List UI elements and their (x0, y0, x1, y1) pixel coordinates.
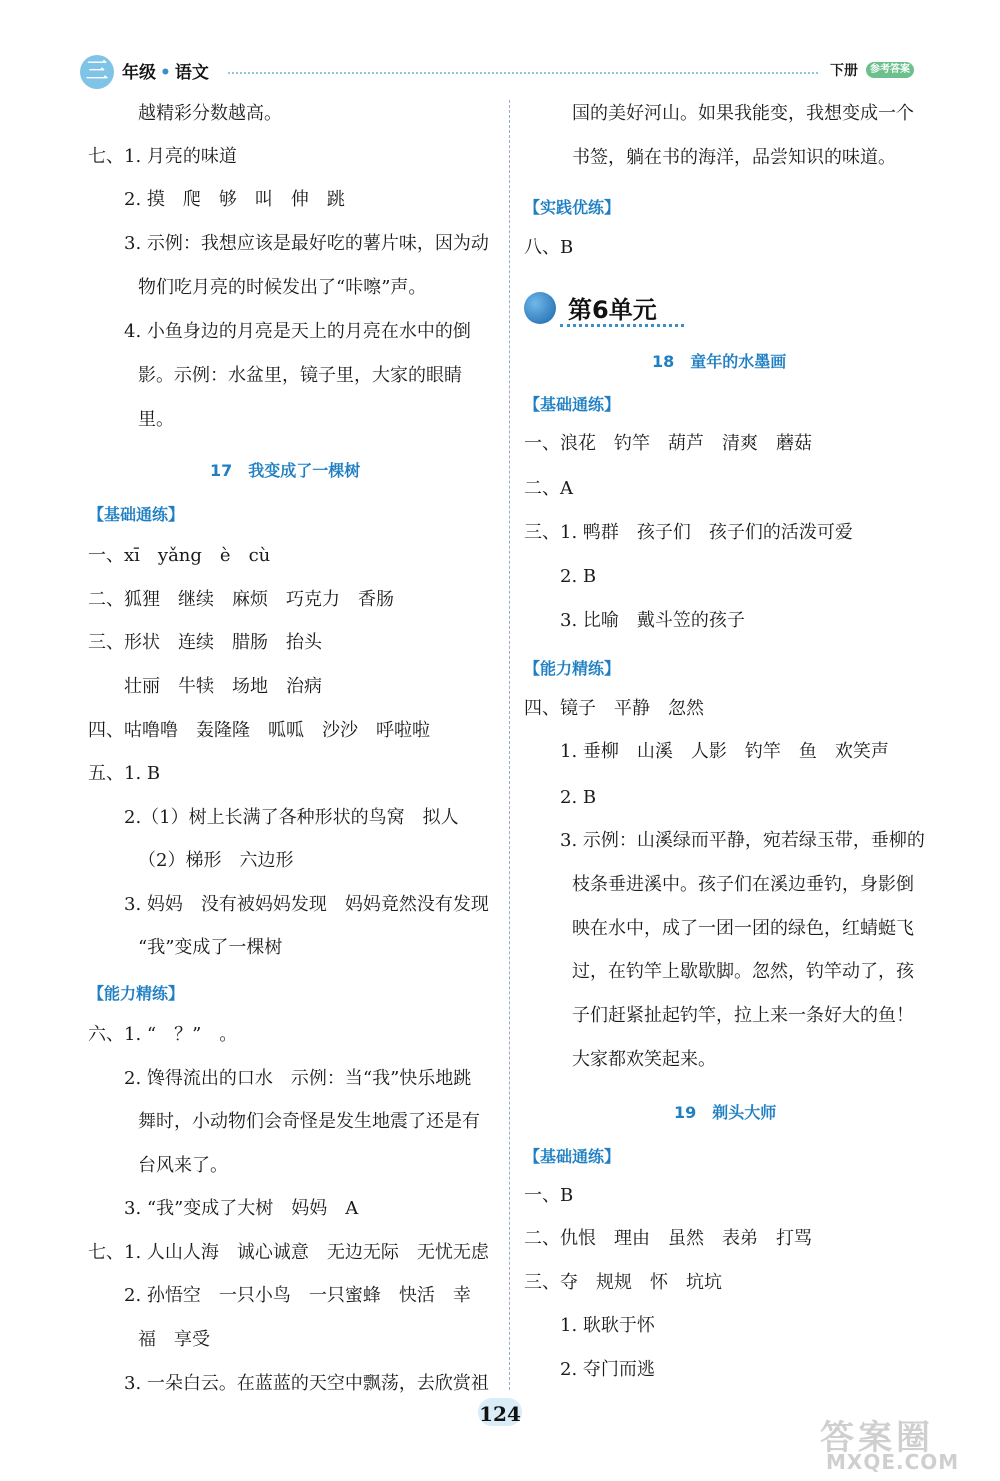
text-line: 书签，躺在书的海洋，品尝知识的味道。 (572, 147, 896, 168)
header-dotted-line (228, 72, 818, 74)
text-line: 三、形状 连续 腊肠 抬头 (88, 632, 322, 653)
text-line: “我”变成了一棵树 (138, 937, 283, 958)
text-line: 舞时，小动物们会奇怪是发生地震了还是有 (138, 1111, 480, 1132)
page-header (0, 0, 1000, 100)
volume-label: 下册 (830, 63, 858, 79)
grade-badge: 三 (80, 55, 114, 89)
text-line: 3. “我”变成了大树 妈妈 A (124, 1198, 359, 1219)
subject-label: 语文 (174, 63, 209, 83)
watermark-url: MXQE.COM (826, 1450, 960, 1474)
section-tag-basic: 【基础通练】 (88, 505, 185, 524)
text-line: 子们赶紧扯起钓竿，拉上来一条好大的鱼！ (572, 1005, 914, 1026)
text-line: 六、1. “ ？” 。 (88, 1024, 238, 1045)
text-line: 3. 示例：山溪绿而平静，宛若绿玉带，垂柳的 (560, 830, 925, 851)
text-line: 2.（1）树上长满了各种形状的鸟窝 拟人 (124, 807, 459, 828)
text-line: 3. 一朵白云。在蓝蓝的天空中飘荡，去欣赏祖 (124, 1373, 489, 1394)
text-line: 一、浪花 钓竿 葫芦 清爽 蘑菇 (524, 433, 812, 454)
watermark-logo (820, 1410, 990, 1474)
text-line: 1. 耿耿于怀 (560, 1315, 655, 1336)
text-line: 国的美好河山。如果我能变，我想变成一个 (572, 103, 914, 124)
text-line: 2. 馋得流出的口水 示例：当“我”快乐地跳 (124, 1068, 472, 1089)
text-line: 台风来了。 (138, 1155, 228, 1176)
text-line: 大家都欢笑起来。 (572, 1049, 716, 1070)
section-tag-ability: 【能力精练】 (88, 984, 185, 1003)
text-line: 4. 小鱼身边的月亮是天上的月亮在水中的倒 (124, 321, 471, 342)
text-line: 五、1. B (88, 763, 161, 784)
text-line: 二、狐狸 继续 麻烦 巧克力 香肠 (88, 589, 394, 610)
text-line: 四、咕噜噜 轰隆隆 呱呱 沙沙 呼啦啦 (88, 720, 430, 741)
text-line: 2. B (560, 566, 597, 587)
text-line: 二、仇恨 理由 虽然 表弟 打骂 (524, 1228, 812, 1249)
text-line: 2. B (560, 787, 597, 808)
text-line: 一、B (524, 1185, 574, 1206)
header-title (122, 58, 209, 83)
unit-underline (560, 324, 684, 327)
text-line: 1. 垂柳 山溪 人影 钓竿 鱼 欢笑声 (560, 741, 889, 762)
text-line: 里。 (138, 409, 174, 430)
grade-label: 年级 (122, 63, 156, 83)
text-line: 越精彩分数越高。 (138, 103, 282, 124)
text-line: 过，在钓竿上歇歇脚。忽然，钓竿动了，孩 (572, 961, 914, 982)
unit-ball-icon (524, 292, 556, 324)
section-tag-basic: 【基础通练】 (524, 395, 621, 414)
text-line: 七、1. 月亮的味道 (88, 146, 237, 167)
text-line: 四、镜子 平静 忽然 (524, 698, 704, 719)
text-line: 物们吃月亮的时候发出了“咔嚓”声。 (138, 277, 427, 298)
unit-title: 第6单元 (568, 296, 657, 324)
unit-heading (524, 288, 694, 328)
text-line: 2. 夺门而逃 (560, 1359, 655, 1380)
text-line: 壮丽 牛犊 场地 治病 (124, 676, 322, 697)
text-line: 影。示例：水盆里，镜子里，大家的眼睛 (138, 365, 462, 386)
section-tag-ability: 【能力精练】 (524, 659, 621, 678)
text-line: 一、xī yǎng è cù (88, 545, 271, 566)
text-line: 2. 孙悟空 一只小鸟 一只蜜蜂 快活 幸 (124, 1285, 471, 1306)
text-line: 映在水中，成了一团一团的绿色，红蜻蜓飞 (572, 918, 914, 939)
text-line: 3. 妈妈 没有被妈妈发现 妈妈竟然没有发现 (124, 894, 489, 915)
lesson-title: 19 剃头大师 (674, 1103, 777, 1122)
text-line: 枝条垂进溪中。孩子们在溪边垂钓，身影倒 (572, 874, 914, 895)
section-tag-practice: 【实践优练】 (524, 198, 621, 217)
separator-dot: • (160, 63, 171, 83)
section-tag-basic: 【基础通练】 (524, 1147, 621, 1166)
lesson-title: 17 我变成了一棵树 (210, 461, 361, 480)
lesson-title: 18 童年的水墨画 (652, 352, 787, 371)
text-line: （2）梯形 六边形 (138, 850, 294, 871)
text-line: 3. 比喻 戴斗笠的孩子 (560, 610, 745, 631)
column-divider (509, 100, 510, 1390)
text-line: 3. 示例：我想应该是最好吃的薯片味，因为动 (124, 233, 489, 254)
text-line: 三、1. 鸭群 孩子们 孩子们的活泼可爱 (524, 522, 853, 543)
answer-badge: 参考答案 (866, 62, 914, 78)
text-line: 福 享受 (138, 1329, 210, 1350)
page-number: 124 (479, 1402, 521, 1426)
text-line: 七、1. 人山人海 诚心诚意 无边无际 无忧无虑 (88, 1242, 489, 1263)
text-line: 2. 摸 爬 够 叫 伸 跳 (124, 189, 345, 210)
text-line: 二、A (524, 478, 573, 499)
watermark-text: 答案圈 (820, 1418, 934, 1458)
text-line: 三、夺 规规 怀 坑坑 (524, 1272, 722, 1293)
text-line: 八、B (524, 237, 574, 258)
